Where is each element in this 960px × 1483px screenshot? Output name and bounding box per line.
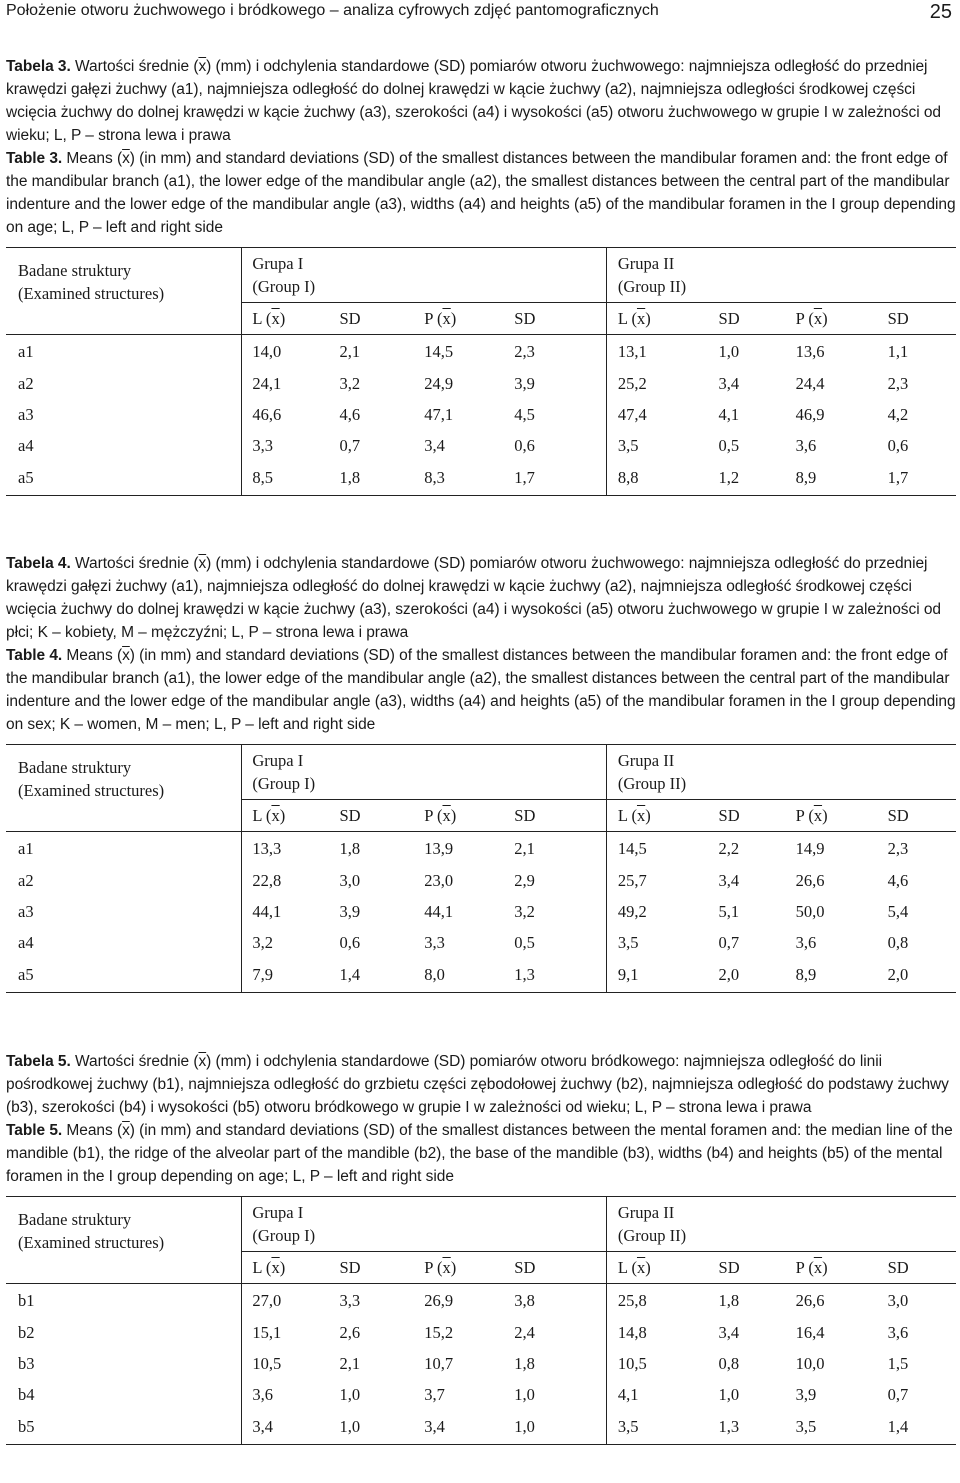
header-sd: SD — [514, 1257, 536, 1277]
header-col-sd — [888, 800, 956, 832]
table-5-caption-en-text: Means $(\overline{x})$ (in mm) and standard deviations (SD) of the smallest distances between the mental foramen and: the median line of the mandible (b1), the ridge of the alveolar part of the mandible (b2), the base of the mandible (b3), widths (b4) and heights (b5) of the mental foramen in the I group depending on age; L, P – left and right side — [6, 1122, 953, 1185]
header-mean-symbol: $\overline{x}$ — [271, 805, 280, 825]
table-cell: 2,6 — [339, 1322, 361, 1342]
table-cell: 2,1 — [339, 1353, 361, 1373]
table-cell: 3,5 — [617, 435, 639, 455]
header-paren-close: ) — [645, 308, 651, 328]
header-group-2 — [606, 1197, 956, 1252]
row-label: a1 — [6, 832, 242, 866]
header-mean-symbol: $\overline{x}$ — [813, 308, 823, 328]
header-structures-en: (Examined structures) — [18, 1233, 165, 1252]
header-paren-close: ) — [450, 308, 457, 328]
table-cell: 13,6 — [796, 335, 888, 369]
running-title: Położenie otworu żuchwowego i bródkowego – analiza cyfrowych zdjęć pantomograficznych — [6, 2, 659, 19]
table-row — [6, 430, 956, 461]
table-cell: 3,6 — [887, 1322, 909, 1342]
table-5-caption-pl-text: Wartości średnie $(\overline{x})$ (mm) i odchylenia standardowe (SD) pomiarów otworu bródkowego: najmniejsza odległość do linii pośrodkowej żuchwy (b1), najmniejsza odległość do grzbietu części zębodołowej żuchwy (b2), najmniejsza odległość do podstawy żuchwy (b3), szerokości (b4) i wysokości (b5) otworu bródkowego w grupie I w zależności od wieku; L, P – strona lewa i prawa — [6, 1053, 949, 1116]
header-side-p: P ( — [795, 308, 814, 328]
header-col-sd — [339, 1252, 424, 1284]
table-cell: 2,3 — [887, 373, 909, 393]
header-paren-close: ) — [645, 805, 651, 825]
table-cell: 24,9 — [424, 373, 454, 393]
table-3-caption-en-text: Means $(\overline{x})$ (in mm) and standard deviations (SD) of the smallest distances between the mandibular foramen and: the front edge of the mandibular branch (a1), the lower edge of the mandibular angle (a2), the smallest distances between the central part of the mandibular indenture and the lower edge of the mandibular angle (a3), widths (a4) and heights (a5) of the mandibular foramen in the I group depending on age; L, P – left and right side — [6, 150, 956, 236]
header-group-2 — [606, 745, 956, 800]
table-cell: 3,5 — [617, 932, 639, 952]
table-row — [6, 958, 956, 993]
table-row — [6, 896, 956, 927]
header-paren-close: ) — [645, 1257, 651, 1277]
table-cell: 3,2 — [514, 896, 606, 927]
table-cell: 1,4 — [887, 1417, 909, 1436]
table-cell: 25,2 — [617, 373, 647, 393]
table-cell: 47,1 — [424, 404, 454, 424]
header-paren-close: ) — [279, 308, 286, 328]
table-row — [6, 927, 956, 958]
header-side-p: P ( — [795, 805, 814, 825]
table-cell: 23,0 — [424, 870, 454, 890]
table-5-caption-pl — [6, 1050, 956, 1119]
row-label: a5 — [6, 958, 242, 993]
table-cell: 3,5 — [617, 1417, 639, 1436]
header-sd: SD — [514, 308, 536, 328]
header-col-p — [796, 1252, 888, 1284]
table-cell: 3,4 — [252, 1417, 273, 1436]
table-cell: 16,4 — [795, 1322, 825, 1342]
table-4-caption-en — [6, 644, 956, 736]
table-cell: 3,0 — [339, 870, 361, 890]
header-paren-close: ) — [822, 308, 828, 328]
table-cell: 13,1 — [606, 335, 718, 369]
table-cell: 14,8 — [617, 1322, 647, 1342]
table-cell: 46,6 — [252, 404, 282, 424]
header-side-l: L ( — [617, 805, 637, 825]
table-row — [6, 368, 956, 399]
header-structures-en: (Examined structures) — [18, 781, 165, 800]
table-cell: 0,6 — [339, 932, 361, 952]
table-cell: 1,3 — [514, 958, 606, 993]
header-structures-pl: Badane struktury — [18, 1210, 132, 1229]
table-cell: 26,6 — [795, 870, 825, 890]
table-cell: 1,0 — [718, 1384, 740, 1404]
table-row — [6, 832, 956, 866]
table-cell: 2,0 — [887, 965, 909, 984]
header-side-l: L ( — [617, 308, 637, 328]
table-cell: 1,3 — [718, 1417, 740, 1436]
header-side-p: P ( — [795, 1257, 814, 1277]
table-cell: 4,6 — [339, 404, 361, 424]
table-cell: 0,6 — [887, 435, 909, 455]
header-mean-symbol: $\overline{x}$ — [442, 1257, 451, 1277]
header-col-l — [606, 303, 718, 335]
table-cell: 8,5 — [252, 468, 273, 487]
table-3 — [6, 247, 956, 496]
table-cell: 1,0 — [514, 1410, 606, 1445]
header-side-l: L ( — [252, 1257, 272, 1277]
header-sd: SD — [339, 805, 361, 825]
header-col-l — [242, 1252, 340, 1284]
header-mean-symbol: $\overline{x}$ — [442, 805, 451, 825]
header-structures-pl: Badane struktury — [18, 261, 132, 280]
header-col-l — [242, 800, 340, 832]
table-cell: 22,8 — [252, 870, 282, 890]
header-mean-symbol: $\overline{x}$ — [271, 1257, 280, 1277]
table-cell: 50,0 — [795, 901, 825, 921]
header-group-2-en: (Group II) — [617, 277, 687, 296]
table-cell: 24,1 — [252, 373, 282, 393]
header-paren-close: ) — [279, 1257, 286, 1277]
row-label: b5 — [6, 1410, 242, 1445]
table-cell: 1,8 — [514, 1348, 606, 1379]
table-cell: 1,0 — [514, 1379, 606, 1410]
table-4-caption-pl-text: Wartości średnie $(\overline{x})$ (mm) i odchylenia standardowe (SD) pomiarów otworu żuchwowego: najmniejsza odległość do przedniej krawędzi gałęzi żuchwy (a1), najmniejsza odległość do dolnej krawędzi w kącie żuchwy (a2), najmniejsza odległość środkowej części wcięcia żuchwy do dolnej krawędzi w kącie żuchwy (a3), szerokości (a4) i wysokości (a5) otworu żuchwowego w grupie I w zależności od płci; K – kobiety, M – mężczyźni; L, P – strona lewa i prawa — [6, 555, 941, 641]
header-group-1-pl: Grupa I — [252, 1203, 304, 1222]
header-row-groups — [6, 745, 956, 800]
table-cell: 2,9 — [514, 865, 606, 896]
table-4 — [6, 744, 956, 993]
table-cell: 8,0 — [424, 965, 445, 984]
header-sd: SD — [718, 308, 740, 328]
table-cell: 2,4 — [514, 1317, 606, 1348]
table-row — [6, 399, 956, 430]
table-cell: 3,4 — [718, 373, 740, 393]
header-col-sd — [719, 303, 796, 335]
header-paren-close: ) — [279, 805, 286, 825]
header-mean-symbol: $\overline{x}$ — [813, 805, 823, 825]
header-group-1-pl: Grupa I — [252, 751, 304, 770]
table-cell: 1,2 — [718, 468, 740, 487]
header-side-l: L ( — [252, 308, 272, 328]
row-label: b3 — [6, 1348, 242, 1379]
table-cell: 2,0 — [718, 965, 740, 984]
table-cell: 49,2 — [617, 901, 647, 921]
table-3-caption-pl-text: Wartości średnie $(\overline{x})$ (mm) i odchylenia standardowe (SD) pomiarów otworu żuchwowego: najmniejsza odległość do przedniej krawędzi gałęzi żuchwy (a1), najmniejsza odległość do dolnej krawędzi w kącie żuchwy (a2), najmniejsza odległości środkowej części wcięcia żuchwy do dolnej krawędzi w kącie żuchwy (a3), szerokości (a4) i wysokości (a5) otworu żuchwowego w grupie I w zależności od wieku; L, P – strona lewa i prawa — [6, 58, 941, 144]
header-col-sd — [339, 800, 424, 832]
header-col-p — [424, 1252, 514, 1284]
header-side-l: L ( — [252, 805, 272, 825]
table-5-label-en: Table 5. — [6, 1122, 63, 1139]
table-cell: 1,8 — [719, 1284, 796, 1318]
table-row — [6, 865, 956, 896]
table-cell: 3,3 — [339, 1284, 424, 1318]
header-col-sd — [888, 303, 956, 335]
table-cell: 2,2 — [719, 832, 796, 866]
header-row-groups — [6, 248, 956, 303]
header-sd: SD — [718, 805, 740, 825]
header-structures-pl: Badane struktury — [18, 758, 132, 777]
header-group-2-pl: Grupa II — [617, 254, 675, 273]
table-cell: 3,5 — [795, 1417, 817, 1436]
header-mean-symbol: $\overline{x}$ — [636, 1257, 646, 1277]
table-cell: 1,8 — [339, 832, 424, 866]
table-4-block — [6, 552, 956, 993]
table-cell: 10,5 — [617, 1353, 647, 1373]
header-mean-symbol: $\overline{x}$ — [636, 805, 646, 825]
header-group-2-pl: Grupa II — [617, 1203, 675, 1222]
table-cell: 0,8 — [887, 932, 909, 952]
table-cell: 3,9 — [795, 1384, 817, 1404]
table-4-label-pl: Tabela 4. — [6, 555, 71, 572]
header-sd: SD — [514, 805, 536, 825]
table-cell: 8,9 — [795, 965, 817, 984]
table-cell: 3,4 — [424, 435, 445, 455]
table-cell: 1,1 — [888, 335, 956, 369]
header-col-p — [424, 800, 514, 832]
header-side-p: P ( — [424, 308, 443, 328]
table-cell: 1,7 — [514, 461, 606, 496]
table-4-label-en: Table 4. — [6, 647, 63, 664]
running-header — [6, 0, 952, 24]
header-group-1-en: (Group I) — [252, 277, 316, 296]
table-3-block — [6, 55, 956, 496]
header-mean-symbol: $\overline{x}$ — [636, 308, 646, 328]
header-col-l — [242, 303, 340, 335]
header-col-sd — [514, 1252, 606, 1284]
table-cell: 44,1 — [252, 901, 282, 921]
row-label: a4 — [6, 430, 242, 461]
header-sd: SD — [887, 1257, 909, 1277]
header-col-sd — [888, 1252, 956, 1284]
table-cell: 3,4 — [718, 870, 740, 890]
header-mean-symbol: $\overline{x}$ — [813, 1257, 823, 1277]
table-cell: 44,1 — [424, 901, 454, 921]
table-cell: 3,3 — [252, 435, 273, 455]
table-row — [6, 1317, 956, 1348]
table-3-caption-en — [6, 147, 956, 239]
table-cell: 47,4 — [617, 404, 647, 424]
table-cell: 15,1 — [252, 1322, 282, 1342]
table-5-label-pl: Tabela 5. — [6, 1053, 71, 1070]
table-cell: 0,5 — [514, 927, 606, 958]
table-cell: 14,0 — [242, 335, 340, 369]
table-row — [6, 461, 956, 496]
header-col-sd — [514, 800, 606, 832]
table-cell: 26,9 — [424, 1284, 514, 1318]
header-col-sd — [514, 303, 606, 335]
header-group-2-en: (Group II) — [617, 1226, 687, 1245]
table-cell: 3,2 — [339, 373, 361, 393]
header-sd: SD — [339, 1257, 361, 1277]
header-group-1 — [242, 745, 607, 800]
table-cell: 1,0 — [339, 1417, 361, 1436]
table-row — [6, 1284, 956, 1318]
table-cell: 4,1 — [718, 404, 740, 424]
table-cell: 2,1 — [514, 832, 606, 866]
table-cell: 3,4 — [424, 1417, 445, 1436]
table-5 — [6, 1196, 956, 1445]
table-cell: 1,0 — [339, 1384, 361, 1404]
table-cell: 5,4 — [887, 901, 909, 921]
header-col-p — [796, 303, 888, 335]
table-cell: 25,8 — [606, 1284, 718, 1318]
header-mean-symbol: $\overline{x}$ — [271, 308, 280, 328]
table-cell: 7,9 — [252, 965, 273, 984]
table-cell: 5,1 — [718, 901, 740, 921]
table-cell: 24,4 — [795, 373, 825, 393]
row-label: a2 — [6, 865, 242, 896]
table-cell: 3,2 — [252, 932, 273, 952]
table-cell: 4,1 — [617, 1384, 639, 1404]
header-structures — [6, 1197, 242, 1284]
header-col-l — [606, 800, 718, 832]
table-cell: 2,3 — [514, 335, 606, 369]
table-cell: 15,2 — [424, 1322, 454, 1342]
table-cell: 0,6 — [514, 430, 606, 461]
table-cell: 3,3 — [424, 932, 445, 952]
table-cell: 3,4 — [718, 1322, 740, 1342]
header-col-p — [796, 800, 888, 832]
header-paren-close: ) — [822, 1257, 828, 1277]
table-cell: 14,9 — [796, 832, 888, 866]
table-cell: 14,5 — [424, 335, 514, 369]
row-label: a2 — [6, 368, 242, 399]
table-cell: 0,7 — [887, 1384, 909, 1404]
table-4-caption-en-text: Means $(\overline{x})$ (in mm) and standard deviations (SD) of the smallest distances between the mandibular foramen and: the front edge of the mandibular branch (a1), the lower edge of the mandibular angle (a2), the smallest distances between the central part of the mandibular indenture and the lower edge of the mandibular angle (a3), widths (a4) and heights (a5) of the mandibular foramen in the I group depending on sex; K – women, M – men; L, P – left and right side — [6, 647, 956, 733]
table-cell: 10,5 — [252, 1353, 282, 1373]
page-number: 25 — [929, 1, 952, 23]
table-cell: 0,5 — [718, 435, 740, 455]
table-3-label-en: Table 3. — [6, 150, 63, 167]
header-structures — [6, 745, 242, 832]
table-cell: 3,6 — [252, 1384, 273, 1404]
table-row — [6, 1379, 956, 1410]
table-cell: 0,7 — [339, 435, 361, 455]
table-cell: 0,8 — [718, 1353, 740, 1373]
header-paren-close: ) — [822, 805, 828, 825]
header-mean-symbol: $\overline{x}$ — [442, 308, 451, 328]
header-col-sd — [339, 303, 424, 335]
table-cell: 27,0 — [242, 1284, 340, 1318]
table-cell: 1,7 — [887, 468, 909, 487]
header-sd: SD — [887, 805, 909, 825]
header-paren-close: ) — [450, 805, 457, 825]
table-3-label-pl: Tabela 3. — [6, 58, 71, 75]
table-cell: 14,5 — [606, 832, 718, 866]
table-cell: 1,8 — [339, 468, 361, 487]
table-cell: 8,8 — [617, 468, 639, 487]
header-group-1-pl: Grupa I — [252, 254, 304, 273]
table-cell: 9,1 — [617, 965, 639, 984]
header-col-sd — [719, 1252, 796, 1284]
header-col-sd — [719, 800, 796, 832]
row-label: b2 — [6, 1317, 242, 1348]
header-side-p: P ( — [424, 805, 443, 825]
header-group-2-en: (Group II) — [617, 774, 687, 793]
header-sd: SD — [887, 308, 909, 328]
header-col-p — [424, 303, 514, 335]
table-cell: 3,9 — [339, 901, 361, 921]
header-group-1 — [242, 248, 607, 303]
header-sd: SD — [339, 308, 361, 328]
table-cell: 3,6 — [795, 932, 817, 952]
header-sd: SD — [718, 1257, 740, 1277]
header-structures — [6, 248, 242, 335]
table-cell: 1,0 — [719, 335, 796, 369]
table-4-caption-pl — [6, 552, 956, 644]
table-cell: 2,1 — [339, 335, 424, 369]
row-label: a4 — [6, 927, 242, 958]
table-cell: 13,3 — [242, 832, 340, 866]
table-cell: 26,6 — [796, 1284, 888, 1318]
table-5-block — [6, 1050, 956, 1445]
table-cell: 1,4 — [339, 965, 361, 984]
table-cell: 3,0 — [888, 1284, 956, 1318]
header-structures-en: (Examined structures) — [18, 284, 165, 303]
table-row — [6, 1410, 956, 1445]
table-cell: 0,7 — [718, 932, 740, 952]
table-5-caption-en — [6, 1119, 956, 1188]
header-group-1-en: (Group I) — [252, 1226, 316, 1245]
table-row — [6, 1348, 956, 1379]
table-cell: 46,9 — [795, 404, 825, 424]
table-cell: 3,8 — [514, 1284, 606, 1318]
row-label: b1 — [6, 1284, 242, 1318]
table-cell: 10,7 — [424, 1353, 454, 1373]
table-cell: 3,6 — [795, 435, 817, 455]
header-group-1-en: (Group I) — [252, 774, 316, 793]
row-label: a5 — [6, 461, 242, 496]
table-row — [6, 335, 956, 369]
table-3-caption-pl — [6, 55, 956, 147]
table-cell: 8,3 — [424, 468, 445, 487]
header-row-groups — [6, 1197, 956, 1252]
table-cell: 4,5 — [514, 399, 606, 430]
header-group-1 — [242, 1197, 607, 1252]
row-label: a3 — [6, 399, 242, 430]
table-cell: 10,0 — [795, 1353, 825, 1373]
table-cell: 13,9 — [424, 832, 514, 866]
table-cell: 2,3 — [888, 832, 956, 866]
header-side-l: L ( — [617, 1257, 637, 1277]
table-cell: 1,5 — [887, 1353, 909, 1373]
table-cell: 4,6 — [887, 870, 909, 890]
table-cell: 4,2 — [887, 404, 909, 424]
table-cell: 25,7 — [617, 870, 647, 890]
row-label: a1 — [6, 335, 242, 369]
header-group-2-pl: Grupa II — [617, 751, 675, 770]
row-label: a3 — [6, 896, 242, 927]
table-cell: 3,7 — [424, 1384, 445, 1404]
table-cell: 3,9 — [514, 368, 606, 399]
header-side-p: P ( — [424, 1257, 443, 1277]
header-paren-close: ) — [450, 1257, 457, 1277]
table-cell: 8,9 — [795, 468, 817, 487]
header-group-2 — [606, 248, 956, 303]
header-col-l — [606, 1252, 718, 1284]
row-label: b4 — [6, 1379, 242, 1410]
